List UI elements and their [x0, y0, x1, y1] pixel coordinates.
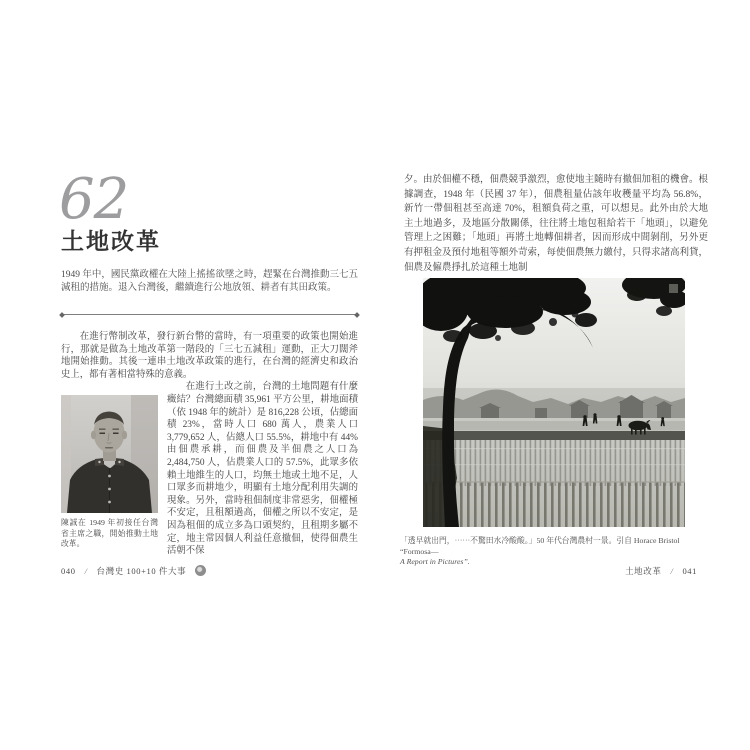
right-page-paragraph: 夕。由於佃權不穩，佃農競爭激烈，愈使地主隨時有撤佃加租的機會。根據調查，1948 年（民國 37 年），佃農租量佔該年收穫量平均為 56.8%，新竹一帶佃租甚至高達 70%，租額負荷之重，可以想見。此外由於大地主土地過多，及地區分散關係，往往將土地包租給若干「地頭」，以避免管理上之困難；「地頭」再將土地轉佃耕者，因而形成中間剝削，另外更有押租金及預付地租等額外苛索，每使佃農無力繳付，只得求諸高利貸，佃農及僱農掙扎於這種土地制: [404, 175, 709, 273]
field-photo-caption-line1: 「透早就出門，⋯⋯不驚田水冷酸酸。」50 年代台灣農村一景。引自 Horace Bristol “Formosa—: [400, 536, 680, 556]
section-title: 土地改革: [625, 566, 662, 576]
footer-slash: /: [670, 566, 674, 576]
field-photo-caption: [400, 536, 700, 568]
divider-diamond-icon: [59, 312, 65, 318]
body-paragraph-1: 在進行幣制改革，發行新台幣的當時，有一項重要的政策也開始進行，那就是做為土地改革第一階段的「三七五減租」運動，正大刀闊斧地開始推動。其後一連串土地改革政策的進行，在台灣的經濟史和政治史上，都有著相當特殊的意義。: [61, 332, 358, 380]
series-badge-icon: [195, 565, 206, 576]
chapter-title: 土地改革: [61, 229, 161, 254]
left-footer: [61, 565, 206, 577]
footer-slash: /: [84, 566, 88, 576]
field-photo-caption-line2: A Report in Pictures”.: [400, 557, 470, 566]
rice-field-photo: [423, 278, 685, 527]
chapter-number: 62: [59, 167, 129, 232]
section-divider: [61, 314, 358, 315]
right-page-number: 041: [682, 566, 697, 576]
body-paragraph-2: [61, 381, 358, 557]
divider-diamond-icon: [354, 312, 360, 318]
portrait-figure: [61, 395, 158, 573]
book-title: 台灣史 100+10 件大事: [96, 566, 187, 576]
right-footer: [560, 565, 697, 577]
body-paragraph-2-text: 在進行土改之前，台灣的土地問題有什麼癥結？台灣總面積 35,961 平方公里，耕地面積（依 1948 年的統計）是 816,228 公頃，佔總面積 23%，當時人口 680 萬人，農業人口 3,779,652 人，佔總人口 55.5%，耕地中有 44% 由佃農承耕，而佃農及半佃農之人口為 2,484,750 人，佔農業人口的 57.5%，此眾多依賴土地維生的人口，均無土地或土地不足，人口眾多而耕地少，明顯有土地分配利用失調的現象。另外，當時租佃制度非常惡劣，佃權極不安定，且租額過高，佃權之所以不安定，是因為租佃的成立多為口頭契約，且租期多屬不定，地主常因個人利益任意撤佃，使得佃農生活朝不保: [167, 382, 358, 557]
portrait-caption: 陳誠在 1949 年初接任台灣省主席之職，開始推動土地改革。: [61, 518, 158, 549]
left-page-body: [61, 331, 358, 573]
left-page-number: 040: [61, 566, 76, 576]
chen-cheng-portrait-photo: [61, 395, 158, 513]
chapter-intro: 1949 年中，國民黨政權在大陸上搖搖欲墜之時，趕緊在台灣推動三七五減租的措施。退入台灣後，繼續進行公地放領、耕者有其田政策。: [61, 270, 358, 293]
